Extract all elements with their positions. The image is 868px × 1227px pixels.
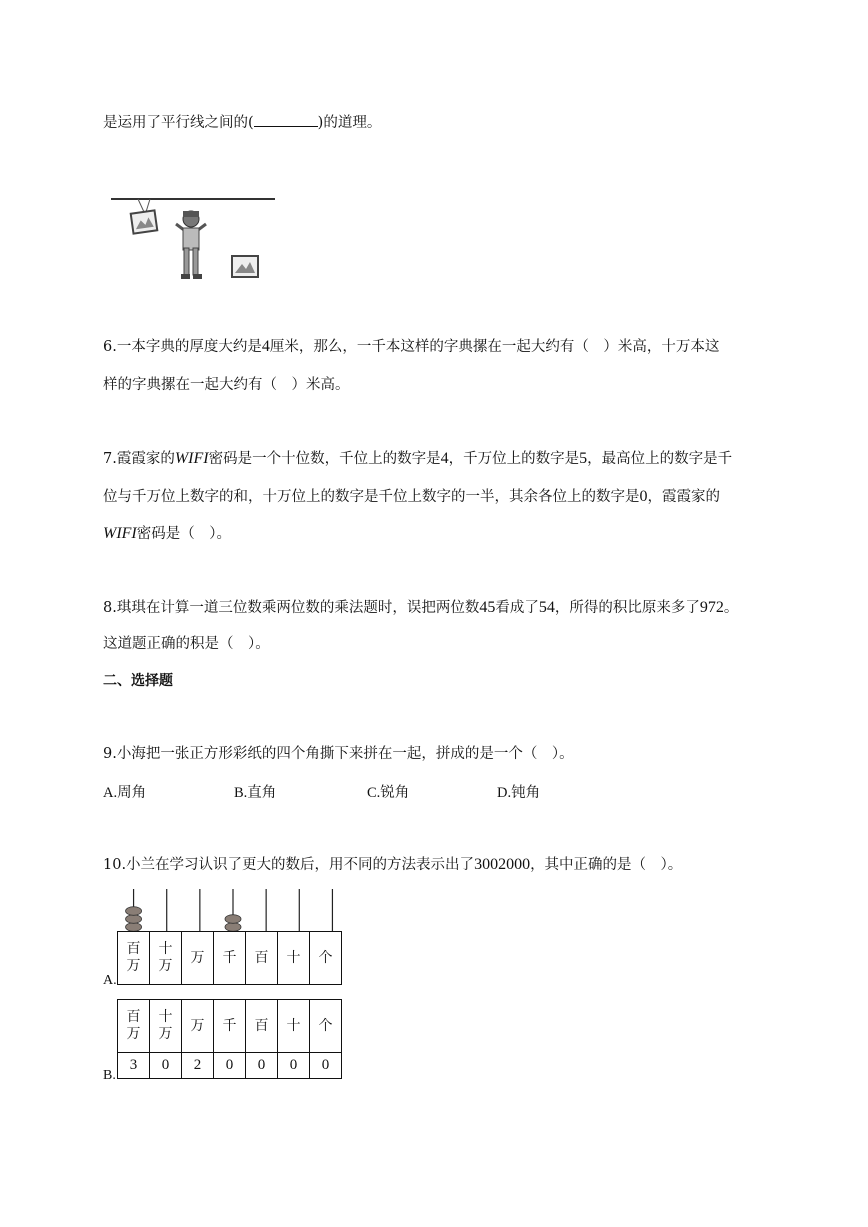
digit-cell: 0 (150, 1053, 182, 1079)
header-hundred-thousands: 十万 (150, 932, 182, 985)
abacus-bead (126, 923, 142, 931)
header-hundreds: 百 (246, 932, 278, 985)
header-millions: 百万 (118, 1000, 150, 1053)
q9-option-b[interactable]: B.直角 (234, 785, 277, 801)
q8-num-45: 45 (479, 599, 496, 616)
digit-cell: 0 (278, 1053, 310, 1079)
q10-option-b-label[interactable]: B. (103, 1068, 116, 1083)
section-heading: 二、选择题 (103, 673, 173, 689)
q7-text-a: 7.霞霞家的 (103, 451, 175, 467)
q10-text-a: 10.小兰在学习认识了更大的数后，用不同的方法表示出了 (103, 857, 475, 873)
q6-number: 4 (261, 338, 270, 355)
question-7-line-1 (103, 449, 732, 469)
option-b-place-table (117, 999, 342, 1079)
q8-text-b: 看成了 (495, 600, 539, 616)
q7-num-0: 0 (639, 488, 648, 505)
question-6-line-2: 样的字典摞在一起大约有（ ）米高。 (103, 377, 350, 393)
question-6-line-1 (103, 337, 719, 357)
q8-text-a: 8.琪琪在计算一道三位数乘两位数的乘法题时，误把两位数 (103, 600, 480, 616)
abacus-bead (126, 915, 142, 924)
q7-text-g: 密码是（ ）。 (136, 526, 232, 542)
digit-cell: 3 (118, 1053, 150, 1079)
abacus-bead (126, 907, 142, 916)
header-ones: 个 (310, 1000, 342, 1053)
answer-blank (254, 112, 318, 127)
question-10-stem (103, 855, 682, 875)
q8-text-c: ，所得的积比原来多了 (554, 600, 700, 616)
wifi-label: WIFI (103, 525, 137, 542)
header-thousands: 千 (214, 1000, 246, 1053)
q7-num-5: 5 (579, 450, 588, 467)
digit-cell: 2 (182, 1053, 214, 1079)
q9-option-a[interactable]: A.周角 (103, 785, 147, 801)
q6-text-b: 厘米，那么，一千本这样的字典摞在一起大约有（ ）米高，十万本这 (269, 339, 720, 355)
abacus-bead (225, 923, 241, 931)
q10-number: 3002000 (474, 856, 531, 873)
header-hundred-thousands: 十万 (150, 1000, 182, 1053)
q8-text-d: 。 (723, 600, 739, 616)
q7-text-c: ，千万位上的数字是 (448, 451, 580, 467)
header-tens: 十 (278, 932, 310, 985)
digit-cell: 0 (310, 1053, 342, 1079)
header-thousands: 千 (214, 932, 246, 985)
q7-text-f: ，霞霞家的 (647, 489, 720, 505)
question-9-stem: 9.小海把一张正方形彩纸的四个角撕下来拼在一起，拼成的是一个（ ）。 (103, 746, 574, 762)
q9-option-d[interactable]: D.钝角 (497, 785, 541, 801)
q5-suffix: )的道理。 (317, 115, 382, 131)
q8-num-972: 972 (699, 599, 724, 616)
header-ten-thousands: 万 (182, 1000, 214, 1053)
wifi-label: WIFI (174, 450, 209, 467)
question-7-line-2 (103, 487, 720, 507)
header-hundreds: 百 (246, 1000, 278, 1053)
abacus-rods (117, 887, 349, 931)
q10-text-b: ，其中正确的是（ ）。 (530, 857, 683, 873)
header-millions: 百万 (118, 932, 150, 985)
q8-num-54: 54 (538, 599, 555, 616)
digit-cell: 0 (246, 1053, 278, 1079)
abacus-bead (225, 915, 241, 924)
q7-text-e: 位与千万位上数字的和，十万位上的数字是千位上数字的一半，其余各位上的数字是 (103, 489, 640, 505)
option-a-place-table (117, 931, 342, 985)
q5-tail (103, 112, 381, 133)
question-8-line-1 (103, 598, 738, 618)
q9-option-c[interactable]: C.锐角 (367, 785, 410, 801)
header-ten-thousands: 万 (182, 932, 214, 985)
q7-text-d: ，最高位上的数字是千 (587, 451, 733, 467)
parallel-lines-illustration (108, 190, 278, 285)
question-8-line-2: 这道题正确的积是（ ）。 (103, 636, 270, 652)
question-7-line-3 (103, 524, 231, 544)
header-ones: 个 (310, 932, 342, 985)
q7-num-4: 4 (440, 450, 449, 467)
digit-cell: 0 (214, 1053, 246, 1079)
header-tens: 十 (278, 1000, 310, 1053)
q6-text-a: 6.一本字典的厚度大约是 (103, 339, 262, 355)
q5-prefix: 是运用了平行线之间的( (103, 115, 254, 131)
q10-option-a-label[interactable]: A. (103, 973, 117, 988)
q7-text-b: 密码是一个十位数，千位上的数字是 (208, 451, 441, 467)
